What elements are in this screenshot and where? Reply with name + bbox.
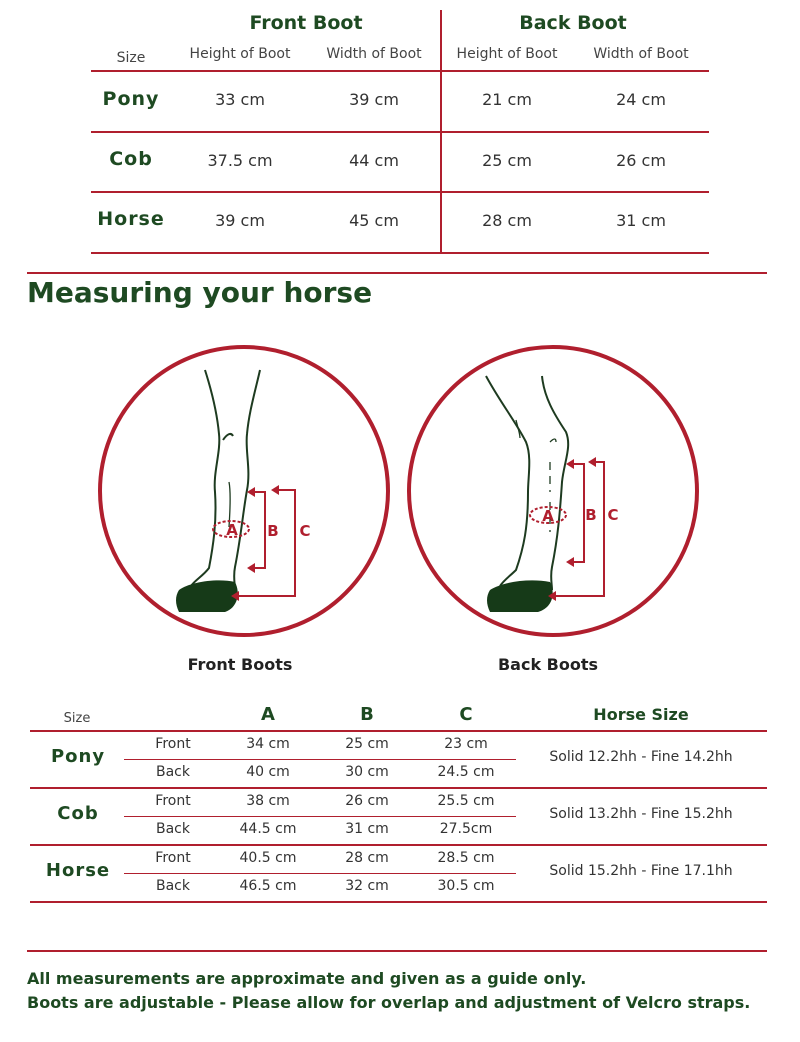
table-cell: 40 cm: [246, 764, 290, 780]
row-rule: [124, 816, 516, 817]
table-rule: [91, 70, 709, 72]
table-rule: [30, 730, 767, 732]
front-boot-header: Front Boot: [249, 12, 363, 34]
back-leg-diagram: [404, 342, 704, 640]
table-cell: 30.5 cm: [437, 878, 495, 894]
table-cell: 33 cm: [215, 90, 265, 109]
size-label-cob: Cob: [57, 803, 99, 824]
horse-size-value: Solid 15.2hh - Fine 17.1hh: [549, 863, 733, 879]
hoof-icon: [487, 580, 553, 612]
table-rule: [30, 787, 767, 789]
leg-label: Front: [155, 736, 191, 752]
table-cell: 25 cm: [482, 151, 532, 170]
table-cell: 34 cm: [246, 736, 290, 752]
table-cell: 31 cm: [345, 821, 389, 837]
diagram-circle: [100, 347, 388, 635]
label-b: B: [585, 506, 597, 524]
table-cell: 21 cm: [482, 90, 532, 109]
col-b-header: B: [360, 704, 374, 725]
table-cell: 39 cm: [349, 90, 399, 109]
size-label-cob: Cob: [109, 148, 153, 170]
size-label-horse: Horse: [45, 860, 111, 881]
table-rule: [91, 191, 709, 193]
note-adjustable: Boots are adjustable - Please allow for overlap and adjustment of Velcro straps.: [27, 993, 751, 1012]
back-height-header: Height of Boot: [456, 46, 558, 62]
row-rule: [124, 759, 516, 760]
table-cell: 46.5 cm: [239, 878, 297, 894]
leg-label: Front: [155, 793, 191, 809]
front-boots-caption: Front Boots: [187, 655, 293, 674]
back-boots-caption: Back Boots: [497, 655, 599, 674]
table-rule: [30, 901, 767, 903]
table-rule: [91, 131, 709, 133]
leg-label: Back: [156, 821, 190, 837]
leg-label: Back: [156, 764, 190, 780]
table-cell: 24.5 cm: [437, 764, 495, 780]
table-cell: 26 cm: [616, 151, 666, 170]
table-cell: 27.5cm: [439, 821, 493, 837]
note-approximate: All measurements are approximate and given as a guide only.: [27, 969, 587, 988]
table-cell: 44.5 cm: [239, 821, 297, 837]
size-label-pony: Pony: [102, 88, 160, 110]
table-rule: [91, 252, 709, 254]
leg-label: Back: [156, 878, 190, 894]
table-cell: 23 cm: [444, 736, 488, 752]
col-a-header: A: [261, 704, 275, 725]
table-cell: 28 cm: [345, 850, 389, 866]
measurement-lines: [530, 462, 604, 596]
size-label-horse: Horse: [97, 208, 165, 230]
horse-size-value: Solid 12.2hh - Fine 14.2hh: [549, 749, 733, 765]
back-leg-outline: [486, 376, 568, 590]
row-rule: [124, 873, 516, 874]
table-cell: 26 cm: [345, 793, 389, 809]
table-cell: 38 cm: [246, 793, 290, 809]
table-cell: 25 cm: [345, 736, 389, 752]
hoof-icon: [176, 580, 238, 612]
label-c: C: [607, 506, 619, 524]
group-divider: [440, 10, 442, 254]
size-column-header: Size: [63, 711, 91, 726]
table-cell: 28.5 cm: [437, 850, 495, 866]
table-cell: 39 cm: [215, 211, 265, 230]
table-cell: 24 cm: [616, 90, 666, 109]
measurement-lines: [213, 490, 295, 596]
table-cell: 45 cm: [349, 211, 399, 230]
back-width-header: Width of Boot: [593, 46, 689, 62]
arrow-heads: [548, 457, 596, 601]
section-divider: [27, 950, 767, 952]
label-c: C: [299, 522, 311, 540]
front-leg-outline: [191, 370, 260, 590]
section-divider: [27, 272, 767, 274]
back-boot-header: Back Boot: [519, 12, 627, 34]
front-leg-diagram: [95, 342, 395, 640]
table-cell: 44 cm: [349, 151, 399, 170]
table-cell: 40.5 cm: [239, 850, 297, 866]
table-cell: 25.5 cm: [437, 793, 495, 809]
diagram-circle: [409, 347, 697, 635]
measuring-title: Measuring your horse: [27, 276, 373, 309]
horse-size-value: Solid 13.2hh - Fine 15.2hh: [549, 806, 733, 822]
leg-label: Front: [155, 850, 191, 866]
table-cell: 28 cm: [482, 211, 532, 230]
table-cell: 31 cm: [616, 211, 666, 230]
label-a: A: [226, 521, 238, 539]
label-b: B: [267, 522, 279, 540]
table-cell: 37.5 cm: [207, 151, 273, 170]
label-a: A: [542, 507, 554, 525]
horse-size-header: Horse Size: [593, 705, 689, 724]
front-width-header: Width of Boot: [326, 46, 422, 62]
col-c-header: C: [459, 704, 473, 725]
table-cell: 32 cm: [345, 878, 389, 894]
size-label-pony: Pony: [50, 746, 106, 767]
table-rule: [30, 844, 767, 846]
size-column-header: Size: [116, 50, 146, 66]
front-height-header: Height of Boot: [189, 46, 291, 62]
table-cell: 30 cm: [345, 764, 389, 780]
